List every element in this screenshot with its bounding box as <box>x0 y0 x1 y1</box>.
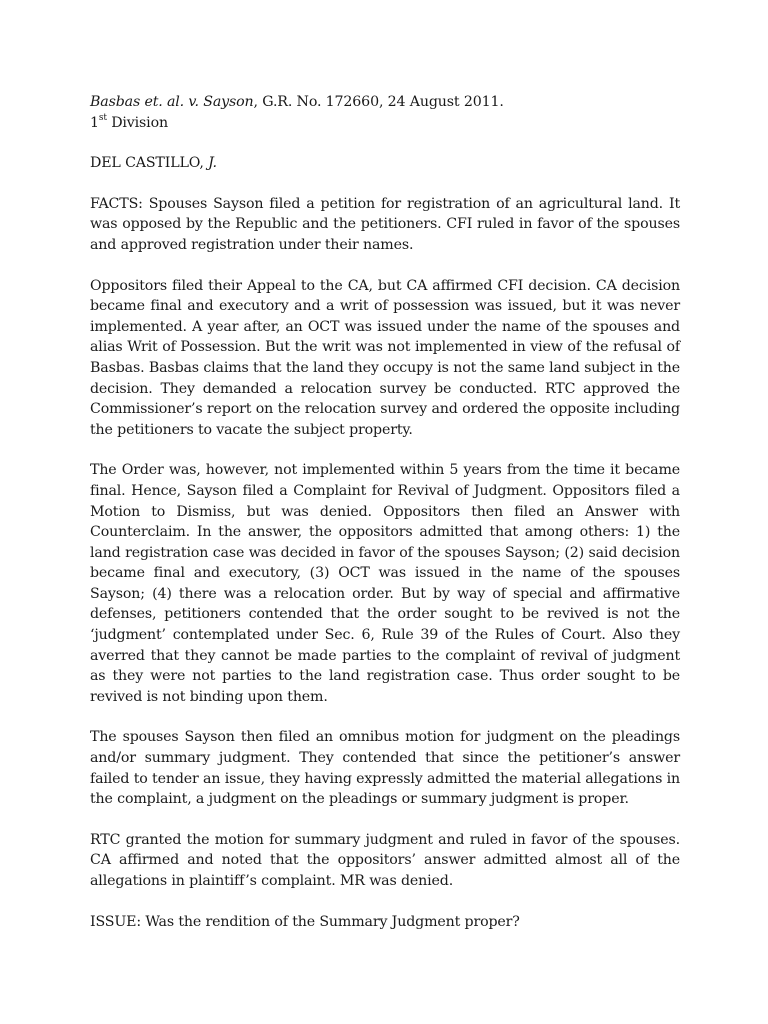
appeal-paragraph: Oppositors filed their Appeal to the CA, but CA affirmed CFI decision. CA decision became final and executory and a writ of possession was issued, but it was never implemented. A year after, an OCT was issued under the name of the spouses and alias Writ of Possession. But the writ was not implemented in view of the refusal of Basbas. Basbas claims that the land they occupy is not the same land subject in the decision. They demanded a relocation survey be conducted. RTC approved the Commissioner’s report on the relocation survey and ordered the opposite including the petitioners to vacate the subject property. <box>90 277 680 438</box>
case-citation-line <box>90 92 680 113</box>
ponente-line <box>90 153 680 174</box>
case-header <box>90 92 680 133</box>
division-number: 1 <box>90 114 99 131</box>
document-page <box>90 92 680 932</box>
ponente-name: DEL CASTILLO, <box>90 155 209 172</box>
division-line <box>90 113 680 134</box>
case-citation: , G.R. No. 172660, 24 August 2011. <box>253 94 504 110</box>
facts-paragraph: FACTS: Spouses Sayson filed a petition for registration of an agricultural land. It was opposed by the Republic and the petitioners. CFI ruled in favor of the spouses and approved registration under their names. <box>90 195 680 253</box>
division-label: Division <box>106 114 168 131</box>
revival-paragraph: The Order was, however, not implemented within 5 years from the time it became final. Hence, Sayson filed a Complaint for Revival of Judgment. Oppositors filed a Motion to Dismiss, but was denied. Oppositors then filed an Answer with Counterclaim. In the answer, the oppositors admitted that among others: 1) the land registration case was decided in favor of the spouses Sayson; (2) said decision became final and executory, (3) OCT was issued in the name of the spouses Sayson; (4) there was a relocation order. But by way of special and affirmative defenses, petitioners contended that the order sought to be revived is not the ‘judgment’ contemplated under Sec. 6, Rule 39 of the Rules of Court. Also they averred that they cannot be made parties to the complaint of revival of judgment as they were not parties to the land registration case. Thus order sought to be revived is not binding upon them. <box>90 462 680 705</box>
case-title: Basbas et. al. v. Sayson <box>90 94 254 110</box>
rtc-ruling-paragraph: RTC granted the motion for summary judgment and ruled in favor of the spouses. CA affirmed and noted that the oppositors’ answer admitted almost all of the allegations in plaintiff’s complaint. MR was denied. <box>90 831 680 889</box>
issue-line: ISSUE: Was the rendition of the Summary Judgment proper? <box>90 913 520 930</box>
omnibus-motion-paragraph: The spouses Sayson then filed an omnibus motion for judgment on the pleadings and/or summary judgment. They contended that since the petitioner’s answer failed to tender an issue, they having expressly admitted the material allegations in the complaint, a judgment on the pleadings or summary judgment is proper. <box>90 729 680 808</box>
division-suffix: st <box>98 112 107 123</box>
ponente-title: J. <box>208 155 217 172</box>
